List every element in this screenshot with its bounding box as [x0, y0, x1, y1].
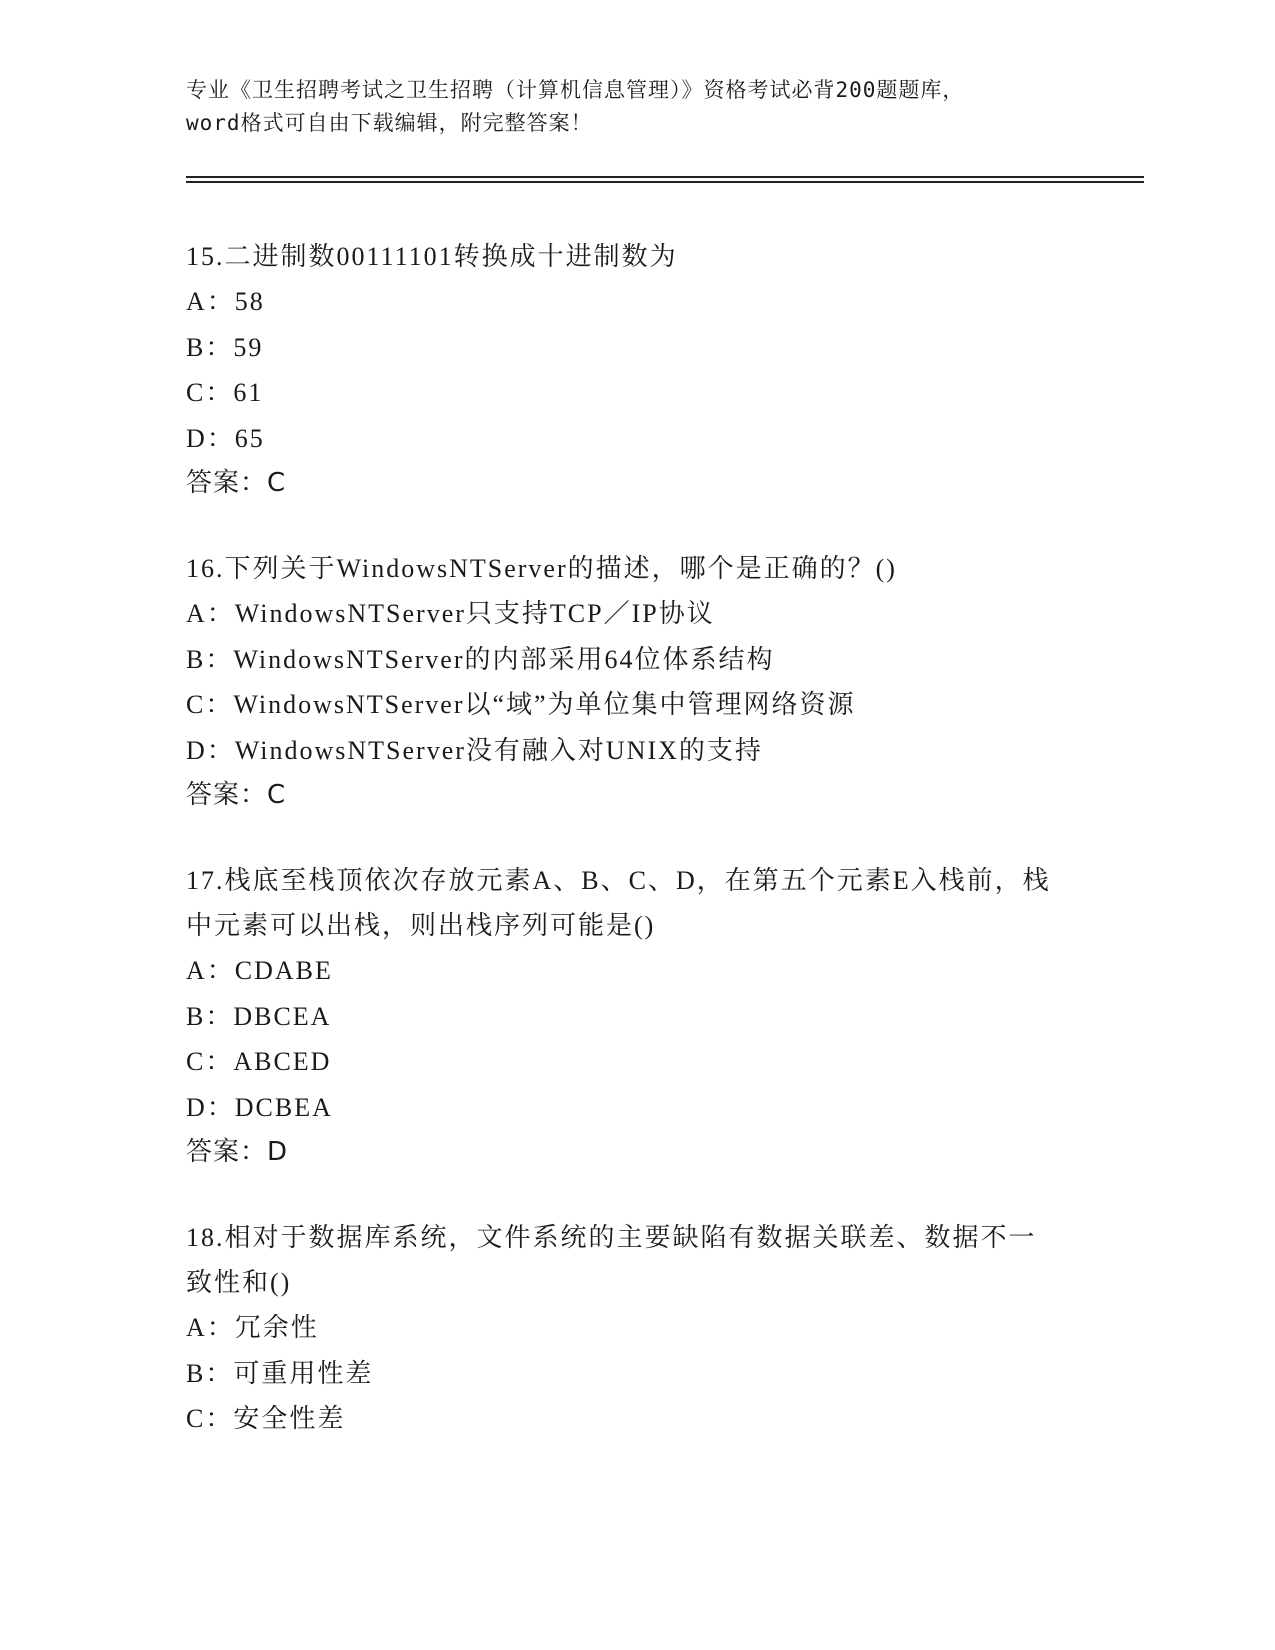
option-d: D：DCBEA [186, 1092, 333, 1122]
option-a: A：58 [186, 287, 265, 316]
option-a: A：WindowsNTServer只支持TCP／IP协议 [186, 599, 715, 628]
document-header [186, 74, 1086, 140]
header-divider-bottom [186, 181, 1144, 183]
question-stem-line-2: 致性和() [186, 1268, 292, 1297]
question-stem-line-1: 18.相对于数据库系统，文件系统的主要缺陷有数据关联差、数据不一 [186, 1223, 1037, 1252]
answer-line: 答案：C [186, 780, 287, 810]
question-stem-line-2: 中元素可以出栈，则出栈序列可能是() [186, 911, 656, 940]
question-18 [186, 1215, 1086, 1442]
option-b: B：59 [186, 332, 264, 362]
option-c: C：WindowsNTServer以“域”为单位集中管理网络资源 [186, 690, 856, 719]
option-d: D：WindowsNTServer没有融入对UNIX的支持 [186, 735, 763, 765]
option-b: B：WindowsNTServer的内部采用64位体系结构 [186, 644, 775, 674]
option-c: C：安全性差 [186, 1404, 346, 1433]
question-16 [186, 546, 1086, 818]
option-b: B：可重用性差 [186, 1358, 374, 1388]
question-stem-line-1: 17.栈底至栈顶依次存放元素A、B、C、D，在第五个元素E入栈前，栈 [186, 866, 1051, 895]
option-c: C：61 [186, 378, 264, 407]
question-list [186, 234, 1086, 1482]
header-line-2: word格式可自由下载编辑，附完整答案！ [186, 111, 593, 135]
question-15 [186, 234, 1086, 506]
option-d: D：65 [186, 423, 265, 453]
option-a: A：CDABE [186, 956, 333, 985]
option-a: A：冗余性 [186, 1313, 319, 1342]
question-17 [186, 858, 1086, 1175]
question-stem: 16.下列关于WindowsNTServer的描述，哪个是正确的？() [186, 554, 897, 583]
answer-line: 答案：C [186, 468, 287, 498]
header-line-1: 专业《卫生招聘考试之卫生招聘（计算机信息管理）》资格考试必背200题题库， [186, 78, 965, 102]
header-divider-top [186, 176, 1144, 178]
option-c: C：ABCED [186, 1047, 332, 1076]
answer-line: 答案：D [186, 1137, 289, 1167]
question-stem: 15.二进制数00111101转换成十进制数为 [186, 242, 678, 271]
option-b: B：DBCEA [186, 1001, 332, 1031]
